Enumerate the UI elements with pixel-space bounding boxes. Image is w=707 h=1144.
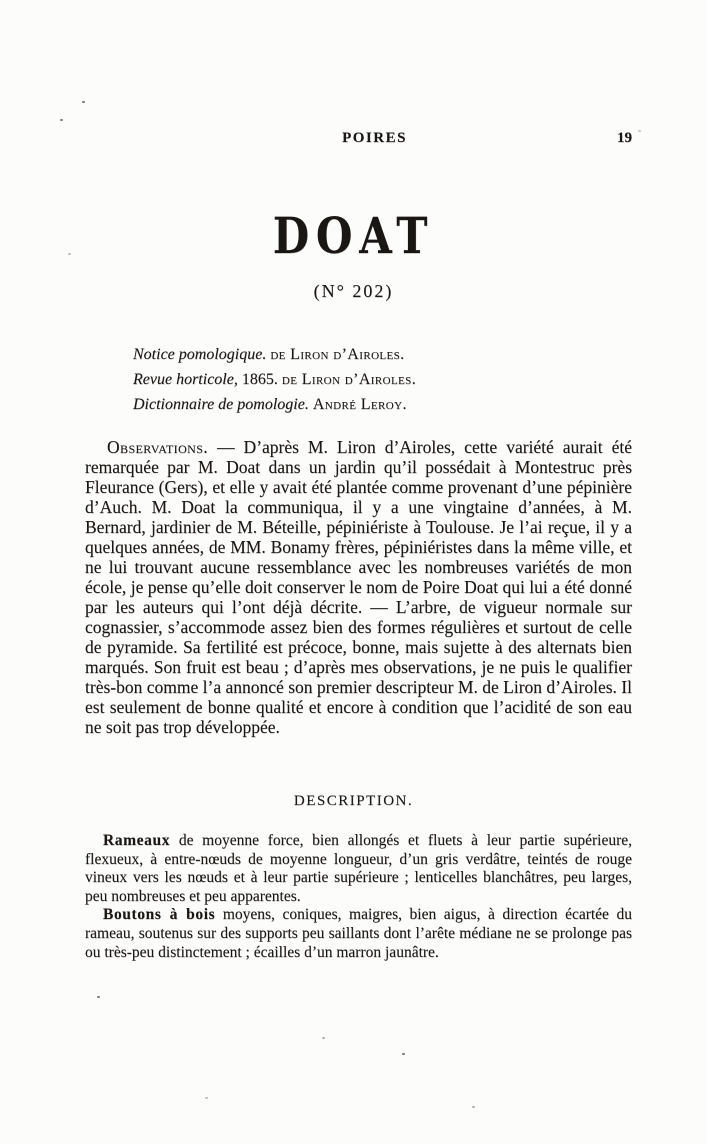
description-section: [85, 832, 632, 962]
bib-source-title: Notice pomologique.: [133, 346, 267, 363]
paragraph-rameaux: [85, 832, 632, 906]
scan-speck: [97, 996, 100, 998]
bibliography-entry: [133, 392, 416, 417]
scan-speck: [472, 1106, 475, 1108]
paragraph-boutons-a-bois: [85, 906, 632, 962]
bib-source-title: Revue horticole,: [133, 371, 238, 388]
observations-label: Observations.: [107, 437, 209, 457]
scan-speck: [82, 101, 85, 103]
bibliography-entry: [133, 367, 416, 392]
description-heading: DESCRIPTION.: [293, 793, 414, 809]
scan-speck: [68, 253, 71, 255]
bibliography: [133, 342, 416, 417]
paragraph-text: moyens, coniques, maigres, bien aigus, à direction écartée du rameau, soutenus sur des supports peu saillants dont l’arête médiane ne se prolonge pas ou très-peu distinctement ; écailles d’un marron jaunâtre.: [85, 906, 632, 961]
paragraph-lead: Boutons à bois: [103, 906, 216, 924]
scan-speck: [402, 1053, 405, 1055]
bib-source-title: Dictionnaire de pomologie.: [133, 396, 309, 413]
bibliography-entry: [133, 342, 416, 367]
paragraph-lead: Rameaux: [103, 832, 171, 849]
bib-year: 1865.: [241, 371, 278, 388]
observations-text: — D’après M. Liron d’Airoles, cette variété aurait été remarquée par M. Doat dans un jardin qu’il possédait à Montestruc près Fleurance (Gers), et elle y avait été plantée comme provenant d’une pépinière d’Auch. M. Doat la communiqua, il y a une vingtaine d’années, à M. Bernard, jardinier de M. Béteille, pépiniériste à Toulouse. Je l’ai reçue, il y a quelques années, de MM. Bonamy frères, pépiniéristes dans la même ville, et ne lui trouvant aucune ressemblance avec les nombreuses variétés de mon école, je pense qu’elle doit conserver le nom de Poire Doat qui lui a été donné par les auteurs qui l’ont déjà décrite. — L’arbre, de vigueur normale sur cognassier, s’accommode assez bien des formes régulières et surtout de celle de pyramide. Sa fertilité est précoce, bonne, mais sujette à des alternats bien marqués. Son fruit est beau ; d’après mes observations, je ne puis le qualifier très-bon comme l’a annoncé son premier descripteur M. de Liron d’Airoles. Il est seulement de bonne qualité et encore à condition que l’acidité de son eau ne soit pas trop développée.: [85, 437, 633, 737]
page-number: 19: [617, 130, 633, 146]
scan-speck: [638, 130, 641, 132]
variety-number: (N° 202): [313, 281, 394, 301]
scan-speck: [205, 1097, 208, 1099]
observations-paragraph: [85, 437, 632, 737]
scan-speck: [60, 119, 63, 121]
bib-author: de Liron d’Airoles.: [270, 346, 405, 363]
variety-title: DOAT: [272, 206, 435, 265]
bib-author: de Liron d’Airoles.: [281, 371, 417, 388]
paragraph-text: de moyenne force, bien allongés et fluets à leur partie supérieure, flexueux, à entre-nœuds de moyenne longueur, d’un gris verdâtre, teintés de rouge vineux vers les nœuds et à leur partie supérieure ; lenticelles blanchâtres, peu larges, peu nombreuses et peu apparentes.: [85, 832, 633, 905]
running-head: [85, 130, 632, 147]
bib-author: André Leroy.: [312, 396, 407, 413]
scan-speck: [322, 1037, 325, 1039]
running-title: POIRES: [342, 130, 407, 146]
